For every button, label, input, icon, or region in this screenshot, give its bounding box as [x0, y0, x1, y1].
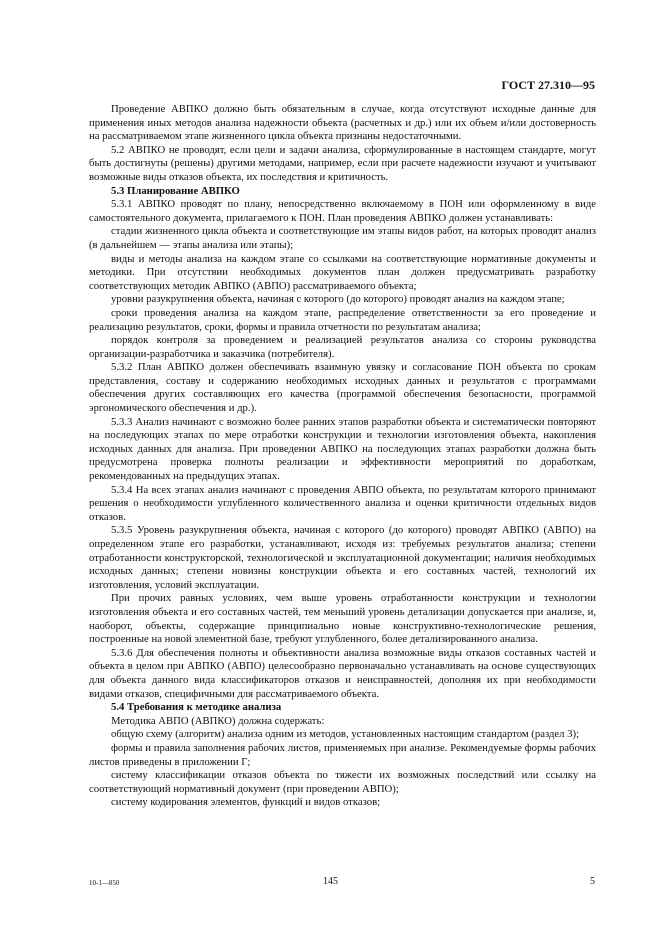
- paragraph: систему кодирования элементов, функций и видов отказов;: [111, 796, 381, 809]
- section-heading: 5.4 Требования к методике анализа: [111, 701, 282, 714]
- paragraph: формы и правила заполнения рабочих листов, применяемых при анализе. Рекомендуемые формы рабочих листов приведены в приложении Г;: [89, 741, 596, 768]
- paragraph: 5.3.2 План АВПКО должен обеспечивать взаимную увязку и согласование ПОН объекта по срокам представления, составу и содержанию необходимых исходных данных и результатов с программами обеспечения других составляющих его качества (программой обеспечения безопасности, программой эргономического обеспечения и др.).: [89, 361, 596, 415]
- paragraph: Методика АВПО (АВПКО) должна содержать:: [111, 714, 325, 727]
- paragraph: 5.2 АВПКО не проводят, если цели и задачи анализа, сформулированные в настоящем стандарте, могут быть достигнуты (решены) другими методами, например, если при расчете надежности изучают и учитывают возможные виды отказов объекта, их последствия и критичность.: [89, 143, 596, 183]
- paragraph: При прочих равных условиях, чем выше уровень отработанности конструкции и технологии изготовления объекта и его составных частей, тем меньший уровень детализации допускается при анализе, и, наоборот, объекты, содержащие принципиально новые конструктивно-технологические решения, построенные на новой элементной базе, требуют углубленного, более детализированного анализа.: [89, 592, 596, 646]
- print-code: 10-1—850: [89, 879, 120, 887]
- paragraph: виды и методы анализа на каждом этапе со ссылками на соответствующие нормативные документы и методики. При отсутствии необходимых документов план должен предусматривать разработку соответствующих методик АВПКО (АВПО) рассматриваемого объекта;: [89, 252, 596, 292]
- paragraph: 5.3.6 Для обеспечения полноты и объективности анализа возможные виды отказов составных частей и объекта в целом при АВПКО (АВПО) целесообразно первоначально устанавливать на основе существующих для объекта данного вида классификаторов отказов и неисправностей, дополняя их при необходимости видами отказов, специфичными для рассматриваемого объекта.: [89, 646, 596, 700]
- paragraph: сроки проведения анализа на каждом этапе, распределение ответственности за его проведение и реализацию результатов, сроки, формы и правила отчетности по результатам анализа;: [89, 306, 596, 333]
- paragraph: систему классификации отказов объекта по тяжести их возможных последствий или ссылку на соответствующий нормативный документ (при проведении АВПО);: [89, 769, 596, 795]
- paragraph: 5.3.1 АВПКО проводят по плану, непосредственно включаемому в ПОН или оформленному в виде самостоятельного документа, прилагаемого к ПОН. План проведения АВПКО должен устанавливать:: [89, 198, 596, 224]
- paragraph: порядок контроля за проведением и реализацией результатов анализа со стороны руководства организации-разработчика и заказчика (потребителя).: [89, 334, 596, 360]
- paragraph: 5.3.5 Уровень разукрупнения объекта, начиная с которого (до которого) проводят АВПКО (АВПО) на определенном этапе его разработки, устанавливают, исходя из: требуемых результатов анализа; степени отработанности конструкторской, технологической и эксплуатационной документации; наличия необходимых исходных данных; степени новизны конструкции объекта и его составных частей, технологий их изготовления, условий эксплуатации.: [89, 524, 596, 591]
- paragraph: 5.3.3 Анализ начинают с возможно более ранних этапов разработки объекта и систематически повторяют на последующих этапах по мере отработки конструкции и технологии изготовления объекта, накопления исходных данных для анализа. При проведении АВПКО на последующих этапах разработки должна быть предусмотрена проверка полноты реализации и эффективности мероприятий по доработкам, рекомендованных на предыдущих этапах.: [89, 415, 596, 483]
- paragraph: Проведение АВПКО должно быть обязательным в случае, когда отсутствуют исходные данные для применения иных методов анализа надежности объекта (расчетных и др.) или их объем и/или достоверность на рассматриваемом этапе жизненного цикла объекта признаны недостаточными.: [89, 103, 596, 143]
- paragraph: общую схему (алгоритм) анализа одним из методов, установленных настоящим стандартом (раздел 3);: [111, 728, 580, 741]
- paragraph: 5.3.4 На всех этапах анализ начинают с проведения АВПО объекта, по результатам которого принимают решения о необходимости углубленного количественного анализа и оценки критичности отдельных видов отказов.: [89, 483, 596, 523]
- page-number-right: 5: [590, 876, 595, 887]
- paragraph: стадии жизненного цикла объекта и соответствующие им этапы видов работ, на которых проводят анализ (в дальнейшем — этапы анализа или этапы);: [89, 225, 596, 251]
- paragraph: уровни разукрупнения объекта, начиная с которого (до которого) проводят анализ на каждом этапе;: [111, 293, 565, 306]
- section-heading: 5.3 Планирование АВПКО: [111, 184, 240, 197]
- page-number-center: 145: [323, 876, 338, 887]
- body-text: [89, 103, 596, 810]
- standard-header: ГОСТ 27.310—95: [501, 78, 595, 92]
